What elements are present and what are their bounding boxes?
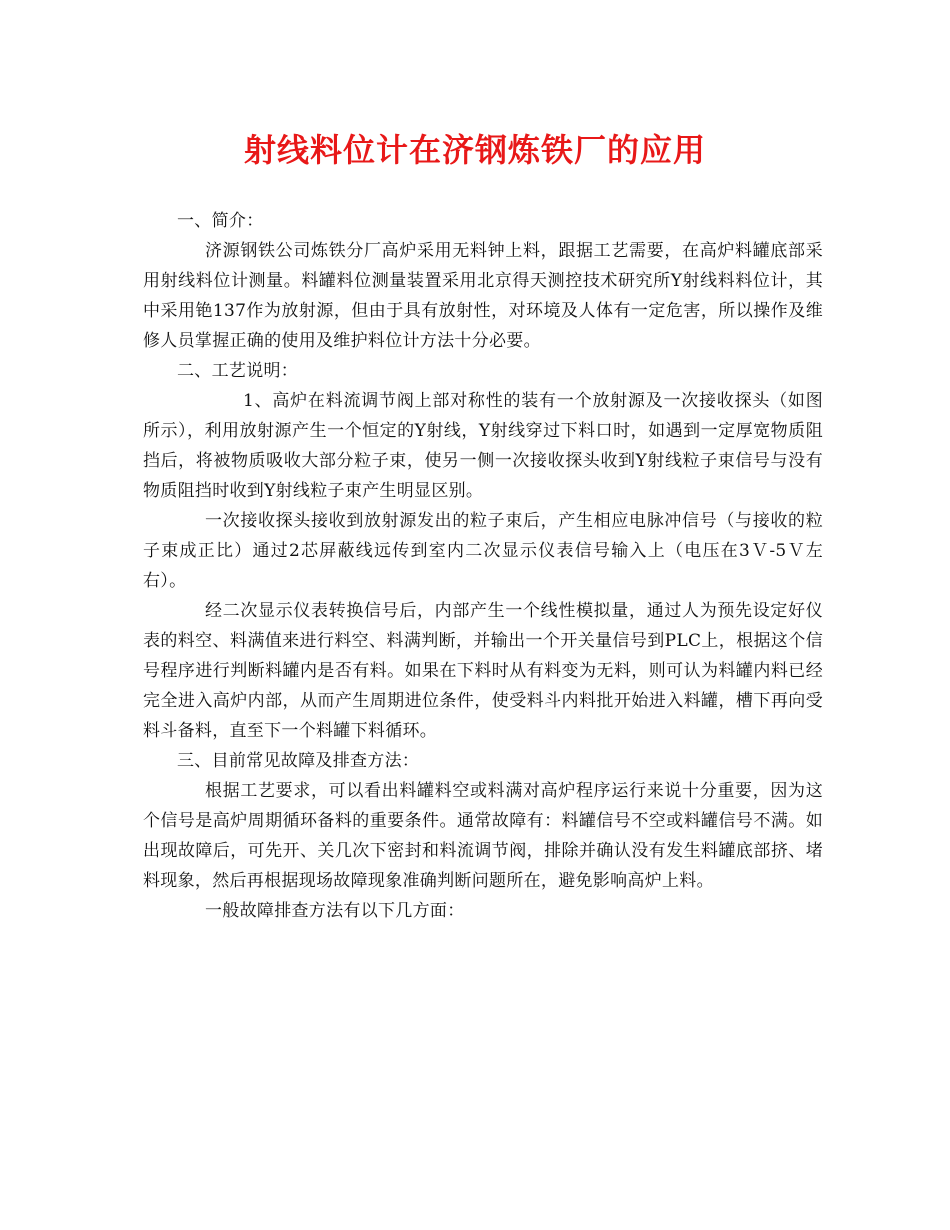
paragraph-intro: 济源钢铁公司炼铁分厂高炉采用无料钟上料，跟据工艺需要，在高炉料罐底部采用射线料位计测量。料罐料位测量装置采用北京得天测控技术研究所Y射线料料位计，其中采用铯137作为放射源，但由于具有放射性，对环境及人体有一定危害，所以操作及维修人员掌握正确的使用及维护料位计方法十分必要。 [143, 241, 823, 351]
section-heading-process: 二、工艺说明： [177, 361, 299, 381]
section-heading-faults: 三、目前常见故障及排查方法： [177, 751, 420, 771]
paragraph-process-2: 一次接收探头接收到放射源发出的粒子束后，产生相应电脉冲信号（与接收的粒子束成正比）通过2芯屏蔽线远传到室内二次显示仪表信号输入上（电压在3Ｖ-5Ｖ左右）。 [143, 511, 823, 591]
paragraph-process-3: 经二次显示仪表转换信号后，内部产生一个线性模拟量，通过人为预先设定好仪表的料空、料满值来进行料空、料满判断，并输出一个开关量信号到PLC上，根据这个信号程序进行判断料罐内是否有料。如果在下料时从有料变为无料，则可认为料罐内料已经完全进入高炉内部，从而产生周期进位条件，使受料斗内料批开始进入料罐，槽下再向受料斗备料，直至下一个料罐下料循环。 [143, 601, 823, 741]
section-heading-intro: 一、简介： [177, 211, 264, 231]
paragraph-faults-2: 一般故障排查方法有以下几方面： [205, 901, 465, 921]
document-title: 射线料位计在济钢炼铁厂的应用 [243, 131, 706, 169]
document-body [143, 206, 823, 926]
paragraph-faults-1: 根据工艺要求，可以看出料罐料空或料满对高炉程序运行来说十分重要，因为这个信号是高炉周期循环备料的重要条件。通常故障有：料罐信号不空或料罐信号不满。如出现故障后，可先开、关几次下密封和料流调节阀，排除并确认没有发生料罐底部挤、堵料现象，然后再根据现场故障现象准确判断问题所在，避免影响高炉上料。 [143, 781, 823, 891]
paragraph-process-1: 1、高炉在料流调节阀上部对称性的装有一个放射源及一次接收探头（如图所示），利用放射源产生一个恒定的Y射线，Y射线穿过下料口时，如遇到一定厚宽物质阻挡后，将被物质吸收大部分粒子束，使另一侧一次接收探头收到Y射线粒子束信号与没有物质阻挡时收到Y射线粒子束产生明显区别。 [143, 391, 823, 501]
